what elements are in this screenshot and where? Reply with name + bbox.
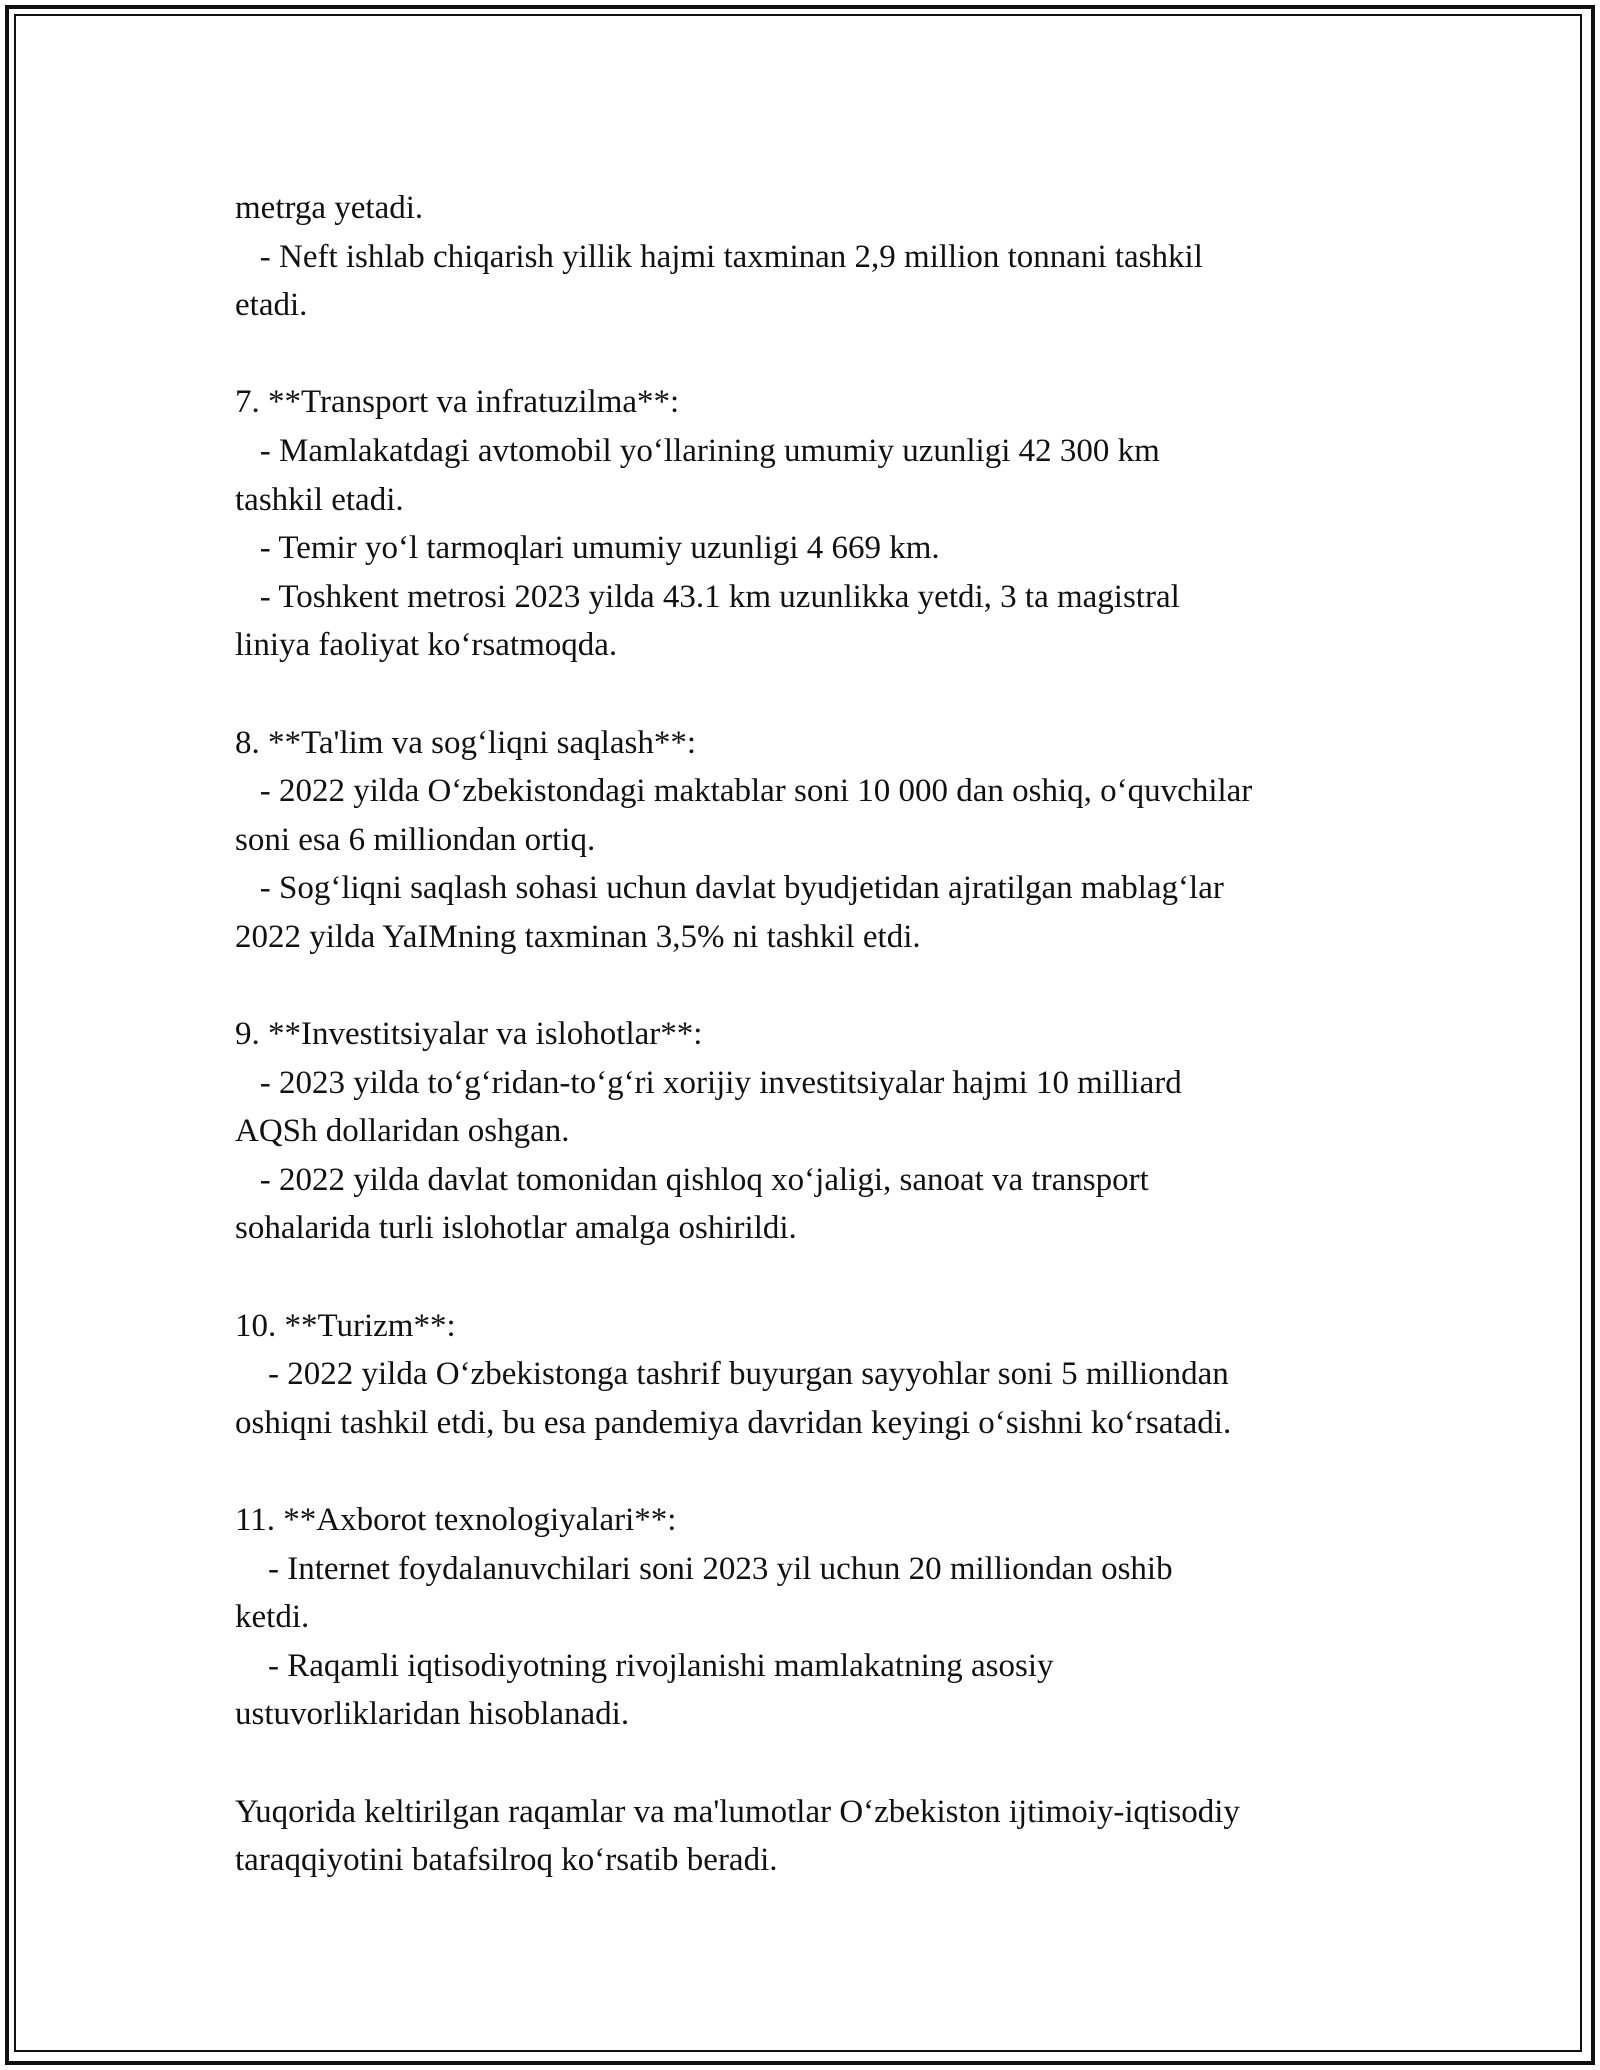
text-line: sohalarida turli islohotlar amalga oshirildi. [235, 1210, 797, 1247]
text-line: - Neft ishlab chiqarish yillik hajmi taxminan 2,9 million tonnani tashkil [235, 238, 1203, 275]
text-line: ustuvorliklaridan hisoblanadi. [235, 1696, 630, 1733]
text-line: metrga yetadi. [235, 190, 424, 226]
text-line: oshiqni tashkil etdi, bu esa pandemiya davridan keyingi o‘sishni ko‘rsatadi. [235, 1404, 1232, 1441]
blank-line [235, 1447, 1395, 1496]
text-line: 8. **Ta'lim va sog‘liqni saqlash**: [235, 724, 697, 761]
document-body [235, 184, 1395, 1885]
text-line: tashkil etadi. [235, 481, 404, 518]
text-line: 9. **Investitsiyalar va islohotlar**: [235, 1016, 703, 1053]
text-line: 10. **Turizm**: [235, 1307, 456, 1344]
text-line: - 2023 yilda to‘g‘ridan-to‘g‘ri xorijiy investitsiyalar hajmi 10 milliard [235, 1064, 1182, 1101]
blank-line [235, 330, 1395, 379]
text-line: - 2022 yilda O‘zbekistonga tashrif buyurgan sayyohlar soni 5 milliondan [235, 1356, 1229, 1393]
text-line: taraqqiyotini batafsilroq ko‘rsatib beradi. [235, 1842, 778, 1879]
text-line: - Sog‘liqni saqlash sohasi uchun davlat byudjetidan ajratilgan mablag‘lar [235, 870, 1224, 907]
blank-line [235, 1253, 1395, 1302]
text-line: etadi. [235, 287, 308, 324]
text-line: 2022 yilda YaIMning taxminan 3,5% ni tashkil etdi. [235, 918, 921, 955]
text-line: - Internet foydalanuvchilari soni 2023 yil uchun 20 milliondan oshib [235, 1550, 1173, 1587]
text-line: Yuqorida keltirilgan raqamlar va ma'lumotlar O‘zbekiston ijtimoiy-iqtisodiy [235, 1793, 1240, 1830]
text-line: - Mamlakatdagi avtomobil yo‘llarining umumiy uzunligi 42 300 km [235, 432, 1160, 469]
text-line: - 2022 yilda davlat tomonidan qishloq xo‘jaligi, sanoat va transport [235, 1161, 1149, 1198]
blank-line [235, 670, 1395, 719]
blank-line [235, 962, 1395, 1011]
text-line: 7. **Transport va infratuzilma**: [235, 384, 680, 421]
text-line: - Toshkent metrosi 2023 yilda 43.1 km uzunlikka yetdi, 3 ta magistral [235, 578, 1180, 615]
text-line: 11. **Axborot texnologiyalari**: [235, 1502, 677, 1539]
text-line: - 2022 yilda O‘zbekistondagi maktablar soni 10 000 dan oshiq, o‘quvchilar [235, 773, 1253, 810]
text-line: - Raqamli iqtisodiyotning rivojlanishi mamlakatning asosiy [235, 1647, 1054, 1684]
text-line: liniya faoliyat ko‘rsatmoqda. [235, 627, 618, 664]
text-line: ketdi. [235, 1599, 310, 1636]
text-line: soni esa 6 milliondan ortiq. [235, 821, 596, 858]
text-line: - Temir yo‘l tarmoqlari umumiy uzunligi 4 669 km. [235, 530, 940, 567]
blank-line [235, 1739, 1395, 1788]
text-line: AQSh dollaridan oshgan. [235, 1113, 570, 1150]
